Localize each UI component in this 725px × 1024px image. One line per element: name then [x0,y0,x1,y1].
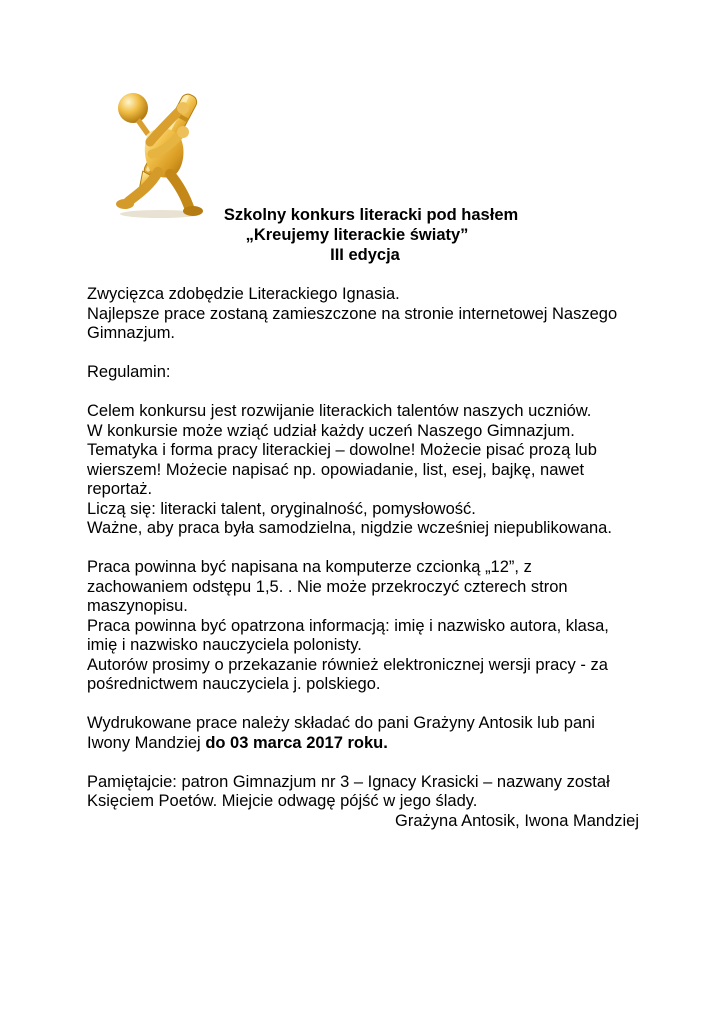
submission-paragraph [87,714,647,753]
intro-line: Najlepsze prace zostaną zamieszczone na stronie internetowej Naszego [87,304,618,323]
closing-line: Księciem Poetów. Miejcie odwagę pójść w jego ślady. [87,792,478,810]
format-line: Praca powinna być napisana na komputerze czcionką „12”, z [87,558,532,576]
rules-line: Liczą się: literacki talent, oryginalność, pomysłowość. [87,499,476,518]
rules-line: reportaż. [87,480,153,498]
title-block [150,205,560,265]
closing-line: Pamiętajcie: patron Gimnazjum nr 3 – Ignacy Krasicki – nazwany został [87,772,610,791]
submission-line: Wydrukowane prace należy składać do pani Grażyny Antosik lub pani [87,714,595,732]
regulamin-heading-text: Regulamin: [87,363,171,381]
rules-line: Ważne, aby praca była samodzielna, nigdzie wcześniej niepublikowana. [87,519,612,537]
submission-prefix: Iwony Mandziej [87,733,206,752]
rules-paragraph [87,402,647,539]
rules-line: Celem konkursu jest rozwijanie literackich talentów naszych uczniów. [87,402,592,420]
title-line-1: Szkolny konkurs literacki pod hasłem [223,206,519,224]
intro-line: Gimnazjum. [87,324,176,342]
deadline: do 03 marca 2017 roku. [205,733,388,752]
closing-paragraph [87,773,647,832]
rules-line: Tematyka i forma pracy literackiej – dowolne! Możecie pisać prozą lub [87,441,597,459]
format-line: Praca powinna być opatrzona informacją: imię i nazwisko autora, klasa, [87,616,609,635]
format-line: Autorów prosimy o przekazanie również elektronicznej wersji pracy - za [87,655,608,674]
format-line: zachowaniem odstępu 1,5. . Nie może przekroczyć czterech stron [87,577,568,596]
golden-figure-with-pen-icon [100,82,235,222]
intro-paragraph [87,285,647,344]
title-line-3: III edycja [330,246,400,264]
regulamin-heading [87,363,647,383]
rules-line: W konkursie może wziąć udział każdy uczeń Naszego Gimnazjum. [87,421,575,440]
format-line: pośrednictwem nauczyciela j. polskiego. [87,675,381,693]
title-line-2: „Kreujemy literackie światy” [245,226,469,244]
document-body [87,285,647,831]
submission-line [87,734,647,754]
intro-line: Zwycięzca zdobędzie Literackiego Ignasia. [87,285,400,303]
format-line: imię i nazwisko nauczyciela polonisty. [87,636,362,654]
format-line: maszynopisu. [87,597,188,615]
signature: Grażyna Antosik, Iwona Mandziej [395,811,639,830]
rules-line: wierszem! Możecie napisać np. opowiadanie, list, esej, bajkę, nawet [87,460,585,479]
format-paragraph [87,558,647,695]
